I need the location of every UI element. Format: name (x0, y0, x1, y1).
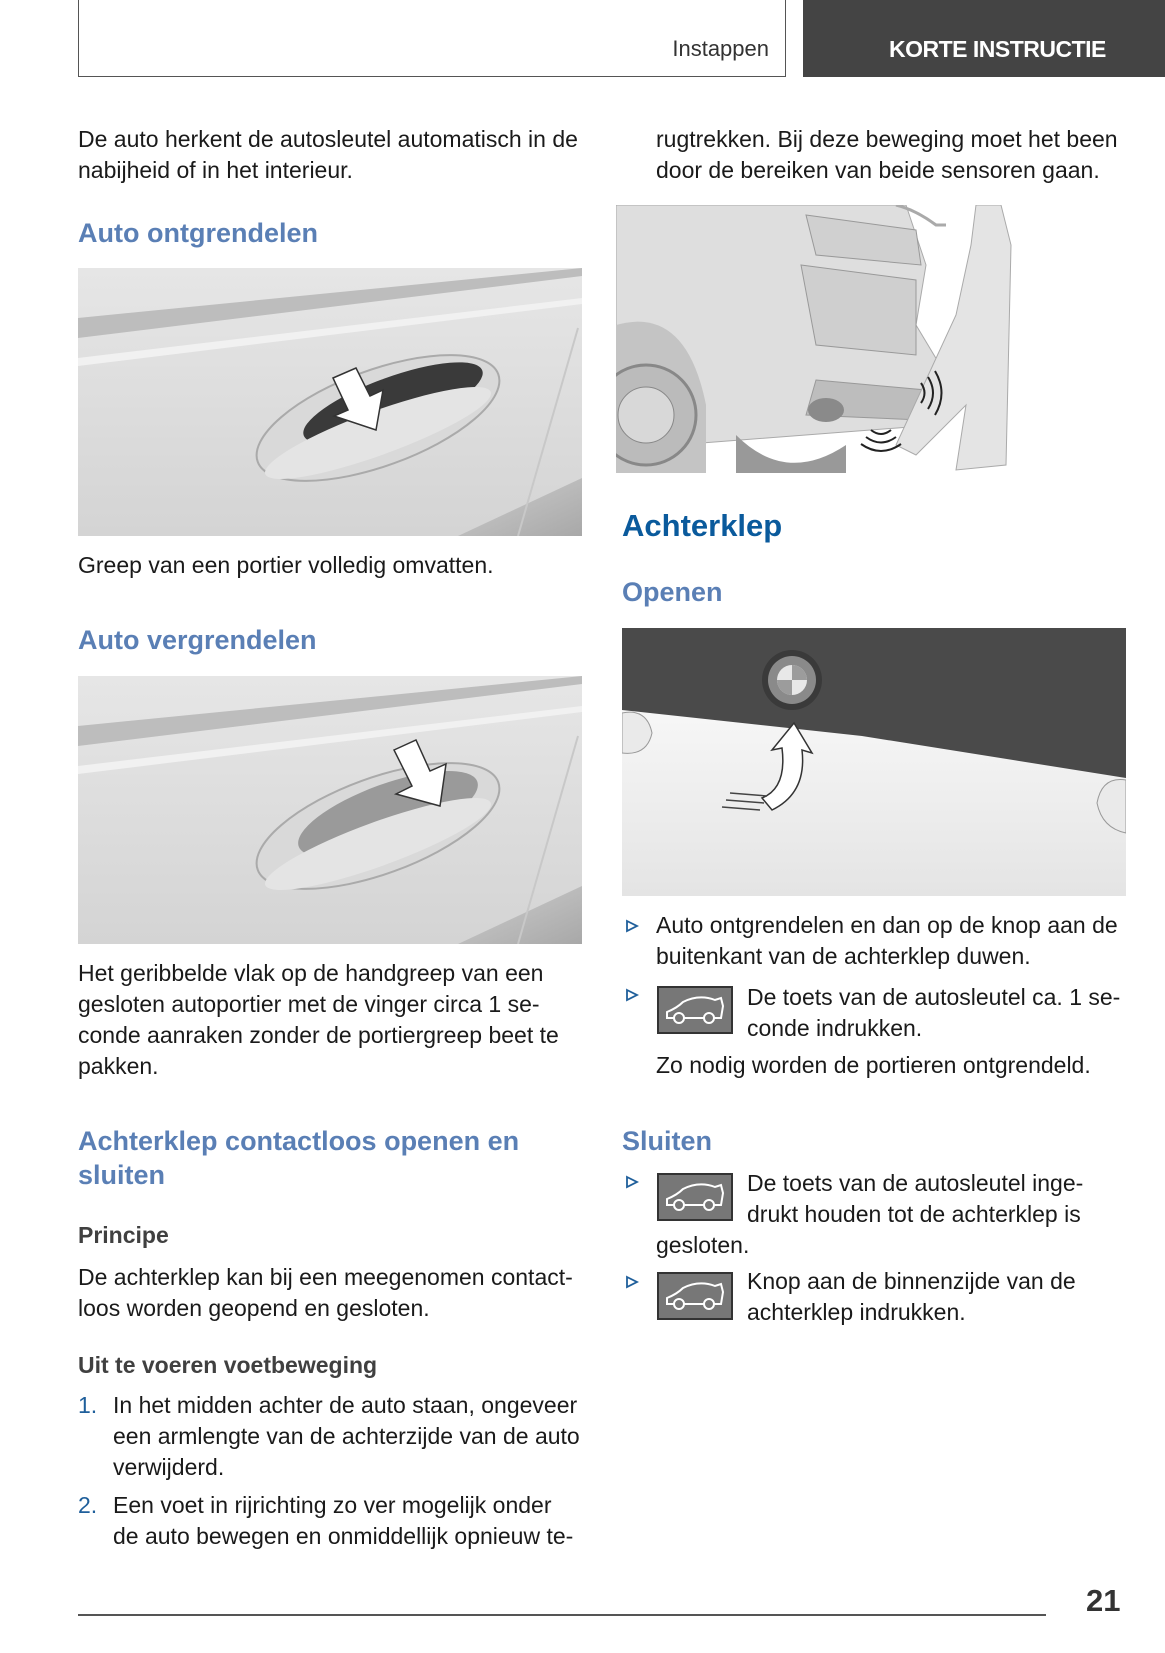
intro-paragraph (78, 124, 598, 186)
text-line: De achterklep kan bij een meegenomen contact- (78, 1264, 573, 1290)
chapter-tab-label: KORTE INSTRUCTIE (889, 36, 1106, 62)
footer-divider (78, 1614, 1046, 1616)
car-tailgate-key-icon (657, 986, 733, 1034)
intro-text: De auto herkent de autosleutel automatisch in de nabijheid of in het interieur. (78, 126, 578, 183)
heading-auto-vergrendelen: Auto vergrendelen (78, 625, 317, 655)
text-line: door de bereiken van beide sensoren gaan. (656, 157, 1100, 183)
foot-sensor-figure (616, 205, 1030, 473)
open-note: Zo nodig worden de portieren ontgrendeld. (656, 1052, 1091, 1078)
triangle-bullet-icon (625, 1275, 639, 1289)
text-line: loos worden geopend en gesloten. (78, 1295, 430, 1321)
close-bullet-1-wrap: gesloten. (656, 1232, 750, 1258)
heading-voetbeweging: Uit te voeren voetbeweging (78, 1352, 378, 1378)
step-number: 2. (78, 1492, 98, 1518)
text-line: verwijderd. (113, 1454, 225, 1480)
heading-line: Achterklep contactloos openen en (78, 1126, 520, 1156)
caption-grip: Greep van een portier volledig omvatten. (78, 552, 494, 578)
lock-instructions (78, 958, 598, 1082)
open-bullet-2 (747, 982, 1127, 1044)
step-number: 1. (78, 1392, 98, 1418)
heading-contactless (78, 1124, 598, 1192)
triangle-bullet-icon (625, 988, 639, 1002)
text-line: conde indrukken. (747, 1015, 923, 1041)
page-number: 21 (1086, 1583, 1121, 1618)
text-line: Knop aan de binnenzijde van de (747, 1268, 1076, 1294)
text-line: een armlengte van de achterzijde van de auto (113, 1423, 580, 1449)
triangle-bullet-icon (625, 919, 639, 933)
text-line: In het midden achter de auto staan, ongeveer (113, 1392, 578, 1418)
text-line: De toets van de autosleutel ca. 1 se- (747, 984, 1121, 1010)
text-line: gesloten autoportier met de vinger circa 1 se- (78, 991, 540, 1017)
text-line: pakken. (78, 1053, 159, 1079)
close-bullet-1 (747, 1168, 1127, 1230)
step-item-1 (78, 1390, 580, 1480)
text-line: rugtrekken. Bij deze beweging moet het been (656, 126, 1118, 152)
text-line: de auto bewegen en onmiddellijk opnieuw te- (113, 1523, 574, 1549)
tailgate-button-figure (622, 628, 1126, 896)
step-item-2 (78, 1490, 574, 1549)
heading-sluiten: Sluiten (622, 1126, 713, 1156)
text-line: De toets van de autosleutel inge- (747, 1170, 1084, 1196)
open-bullet-1 (656, 910, 1136, 972)
door-handle-touch-figure (78, 676, 582, 944)
text-line: drukt houden tot de achterklep is (747, 1201, 1081, 1227)
principle-text (78, 1262, 598, 1324)
heading-principe: Principe (78, 1222, 169, 1248)
heading-line: sluiten (78, 1160, 166, 1190)
text-line: achterklep indrukken. (747, 1299, 966, 1325)
car-tailgate-key-icon (657, 1272, 733, 1320)
triangle-bullet-icon (625, 1175, 639, 1189)
heading-openen: Openen (622, 577, 723, 607)
text-line: conde aanraken zonder de portiergreep beet te (78, 1022, 559, 1048)
continued-paragraph (656, 124, 1156, 186)
chapter-tab (803, 0, 1165, 77)
header-box (78, 0, 786, 77)
section-title: Instappen (672, 36, 769, 61)
car-tailgate-key-icon (657, 1173, 733, 1221)
door-handle-grip-figure (78, 268, 582, 536)
heading-auto-ontgrendelen: Auto ontgrendelen (78, 218, 318, 248)
text-line: Een voet in rijrichting zo ver mogelijk onder (113, 1492, 552, 1518)
text-line: buitenkant van de achterklep duwen. (656, 943, 1031, 969)
close-bullet-2 (747, 1266, 1127, 1328)
heading-achterklep: Achterklep (622, 508, 783, 543)
text-line: Auto ontgrendelen en dan op de knop aan de (656, 912, 1118, 938)
text-line: Het geribbelde vlak op de handgreep van een (78, 960, 544, 986)
